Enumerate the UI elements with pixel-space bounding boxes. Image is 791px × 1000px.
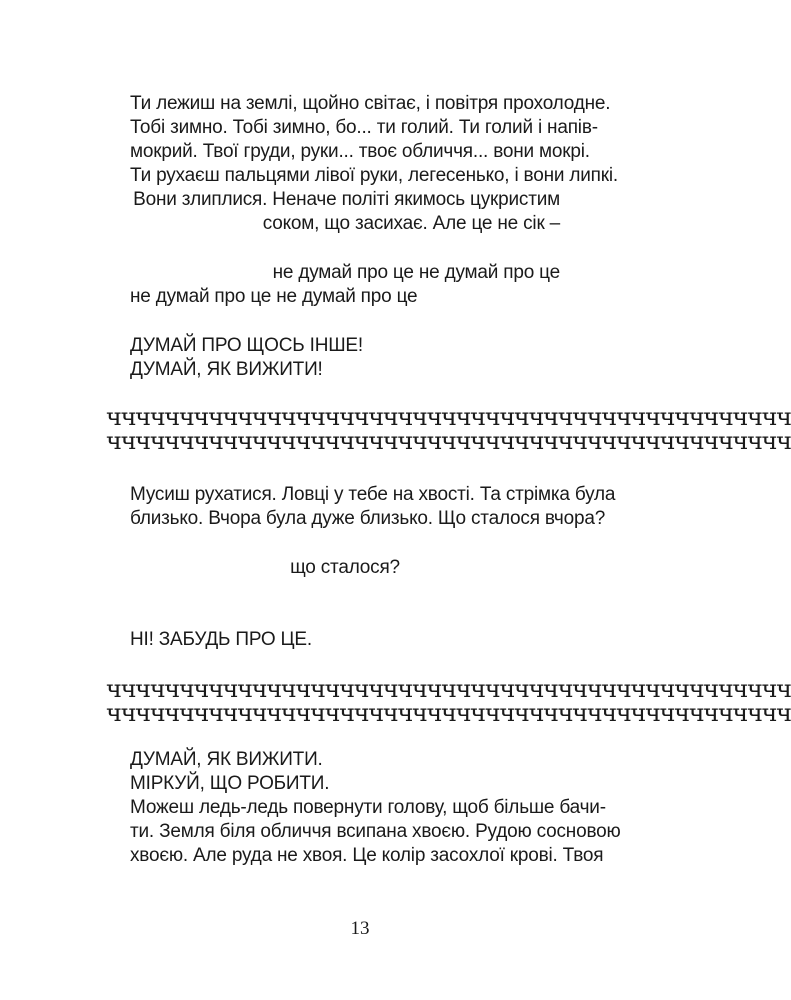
paragraph-3-line-1: Можеш ледь-ледь повернути голову, щоб більше бачи- [130, 797, 606, 818]
paragraph-1-line-3: мокрий. Твої груди, руки... твоє обличчя... вони мокрі. [130, 141, 590, 162]
paragraph-3-line-2: ти. Земля біля обличчя всипана хвоєю. Рудою сосновою [130, 821, 621, 842]
page-number: 13 [350, 918, 370, 939]
shout-1-line-2: ДУМАЙ, ЯК ВИЖИТИ! [130, 359, 323, 380]
separator-1-row-2: ччччччччччччччччччччччччччччччччччччччччччччччч [106, 427, 791, 455]
paragraph-1-line-4: Ти рухаєш пальцями лівої руки, легесенько, і вони липкі. [130, 165, 618, 186]
separator-1-row-1: ччччччччччччччччччччччччччччччччччччччччччччччч [106, 403, 791, 431]
refrain-line-2: не думай про це не думай про це [130, 286, 418, 307]
refrain-line-1: не думай про це не думай про це [272, 262, 560, 283]
paragraph-3-line-3: хвоєю. Але руда не хвоя. Це колір засохлої крові. Твоя [130, 845, 604, 866]
separator-2-row-2: ччччччччччччччччччччччччччччччччччччччччччччччч [106, 699, 791, 727]
shout-2-line: НІ! ЗАБУДЬ ПРО ЦЕ. [130, 629, 312, 650]
shout-3-line-1: ДУМАЙ, ЯК ВИЖИТИ. [130, 749, 323, 770]
paragraph-1-line-5: Вони злиплися. Неначе політі якимось цукристим [133, 189, 560, 210]
paragraph-1-line-2: Тобі зимно. Тобі зимно, бо... ти голий. Ти голий і напів- [130, 117, 598, 138]
question-line: що сталося? [290, 557, 400, 578]
paragraph-1-line-1: Ти лежиш на землі, щойно світає, і повітря прохолодне. [130, 93, 611, 114]
paragraph-2-line-2: близько. Вчора була дуже близько. Що сталося вчора? [130, 508, 606, 529]
shout-3-line-2: МІРКУЙ, ЩО РОБИТИ. [130, 773, 330, 794]
separator-2-row-1: ччччччччччччччччччччччччччччччччччччччччччччччч [106, 675, 791, 703]
paragraph-1-line-6: соком, що засихає. Але це не сік – [262, 213, 560, 234]
shout-1-line-1: ДУМАЙ ПРО ЩОСЬ ІНШЕ! [130, 335, 363, 356]
paragraph-2-line-1: Мусиш рухатися. Ловці у тебе на хвості. Та стрімка була [130, 484, 616, 505]
